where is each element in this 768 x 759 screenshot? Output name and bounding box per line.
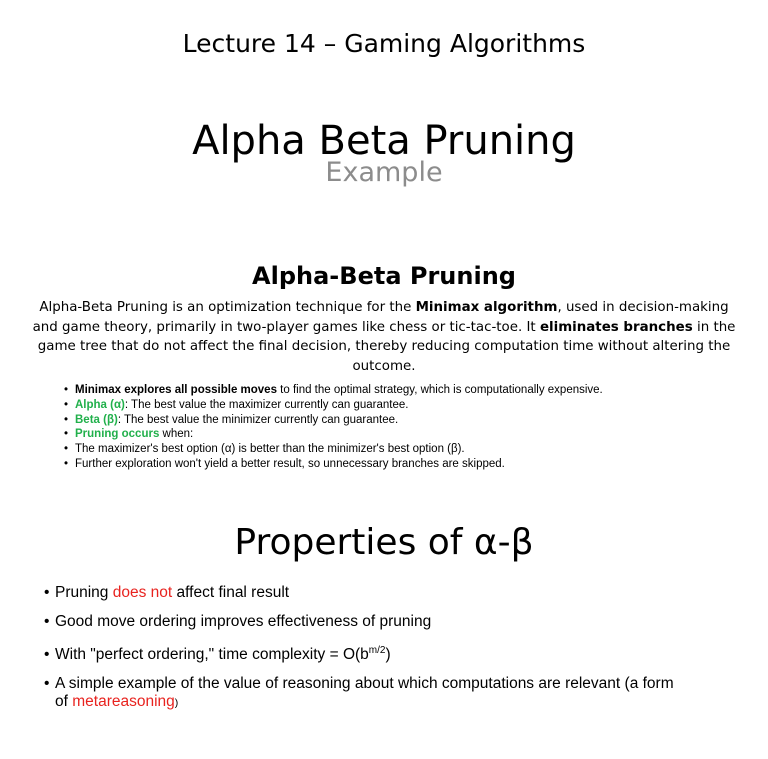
list-item <box>44 675 724 712</box>
bullet-strong: Pruning occurs <box>75 428 160 441</box>
property-text: Pruning <box>55 584 113 601</box>
bullet-text: : The best value the maximizer currently can guarantee. <box>124 398 409 411</box>
properties-list <box>44 584 724 712</box>
list-item <box>44 584 724 602</box>
slide-title: Alpha Beta Pruning <box>192 118 576 164</box>
property-text: A simple example of the value of reasoning about which computations are relevant (a form <box>55 675 674 693</box>
bullet-text: Further exploration won't yield a better result, so unnecessary branches are skipped. <box>75 457 505 470</box>
bullet-dot-icon: • <box>64 413 69 426</box>
bullet-dot-icon: • <box>64 398 69 411</box>
property-line-2 <box>44 693 724 712</box>
bullet-text: to find the optimal strategy, which is computationally expensive. <box>276 384 603 396</box>
intro-text-2: , used in decision-making and game theory, primarily in two-player games like chess or tic-tac-toe. It <box>32 300 729 335</box>
bullet-dot-icon: • <box>44 584 50 601</box>
property-line-1 <box>44 675 724 693</box>
bullet-dot-icon: • <box>64 384 69 396</box>
list-item <box>64 398 704 413</box>
intro-paragraph <box>30 298 738 376</box>
concept-bullet-list <box>64 383 704 472</box>
list-item <box>44 642 724 664</box>
bullet-dot-icon: • <box>64 443 69 456</box>
properties-title: Properties of α-β <box>234 522 534 563</box>
bullet-dot-icon: • <box>64 457 69 470</box>
property-text: ) <box>385 646 391 664</box>
exponent: m/2 <box>368 645 386 656</box>
property-text: ) <box>174 697 179 710</box>
bullet-strong: Minimax explores all possible moves <box>75 384 277 396</box>
list-item <box>64 383 704 398</box>
bullet-dot-icon: • <box>44 613 50 630</box>
bullet-text: : The best value the minimizer currently can guarantee. <box>117 413 399 426</box>
list-item <box>64 457 704 472</box>
intro-bold-eliminates: eliminates branches <box>539 319 693 335</box>
list-item <box>64 427 704 442</box>
section-heading: Alpha-Beta Pruning <box>252 262 516 290</box>
property-text: With "perfect ordering," time complexity = O(b <box>55 646 369 664</box>
slide-subtitle: Example <box>325 157 443 188</box>
list-item <box>64 442 704 457</box>
property-text: affect final result <box>172 584 290 601</box>
property-text: Good move ordering improves effectiveness of pruning <box>55 613 432 630</box>
bullet-dot-icon: • <box>44 646 50 664</box>
bullet-strong: Beta (β) <box>75 413 118 426</box>
list-item <box>64 413 704 428</box>
bullet-strong: Alpha (α) <box>75 398 125 411</box>
bullet-dot-icon: • <box>44 675 50 693</box>
property-text: of <box>55 693 73 711</box>
intro-text-3: in the game tree that do not affect the final decision, thereby reducing computation time without altering the outcome. <box>37 319 736 374</box>
list-item <box>44 613 724 631</box>
property-highlight: does not <box>112 584 173 601</box>
lecture-title: Lecture 14 – Gaming Algorithms <box>182 29 586 58</box>
intro-bold-minimax: Minimax algorithm <box>415 300 558 315</box>
intro-text-1: Alpha-Beta Pruning is an optimization technique for the <box>39 300 416 315</box>
property-highlight: metareasoning <box>72 693 175 711</box>
bullet-text: when: <box>159 428 194 441</box>
bullet-text: The maximizer's best option (α) is better than the minimizer's best option (β). <box>75 443 465 456</box>
bullet-dot-icon: • <box>64 428 69 441</box>
